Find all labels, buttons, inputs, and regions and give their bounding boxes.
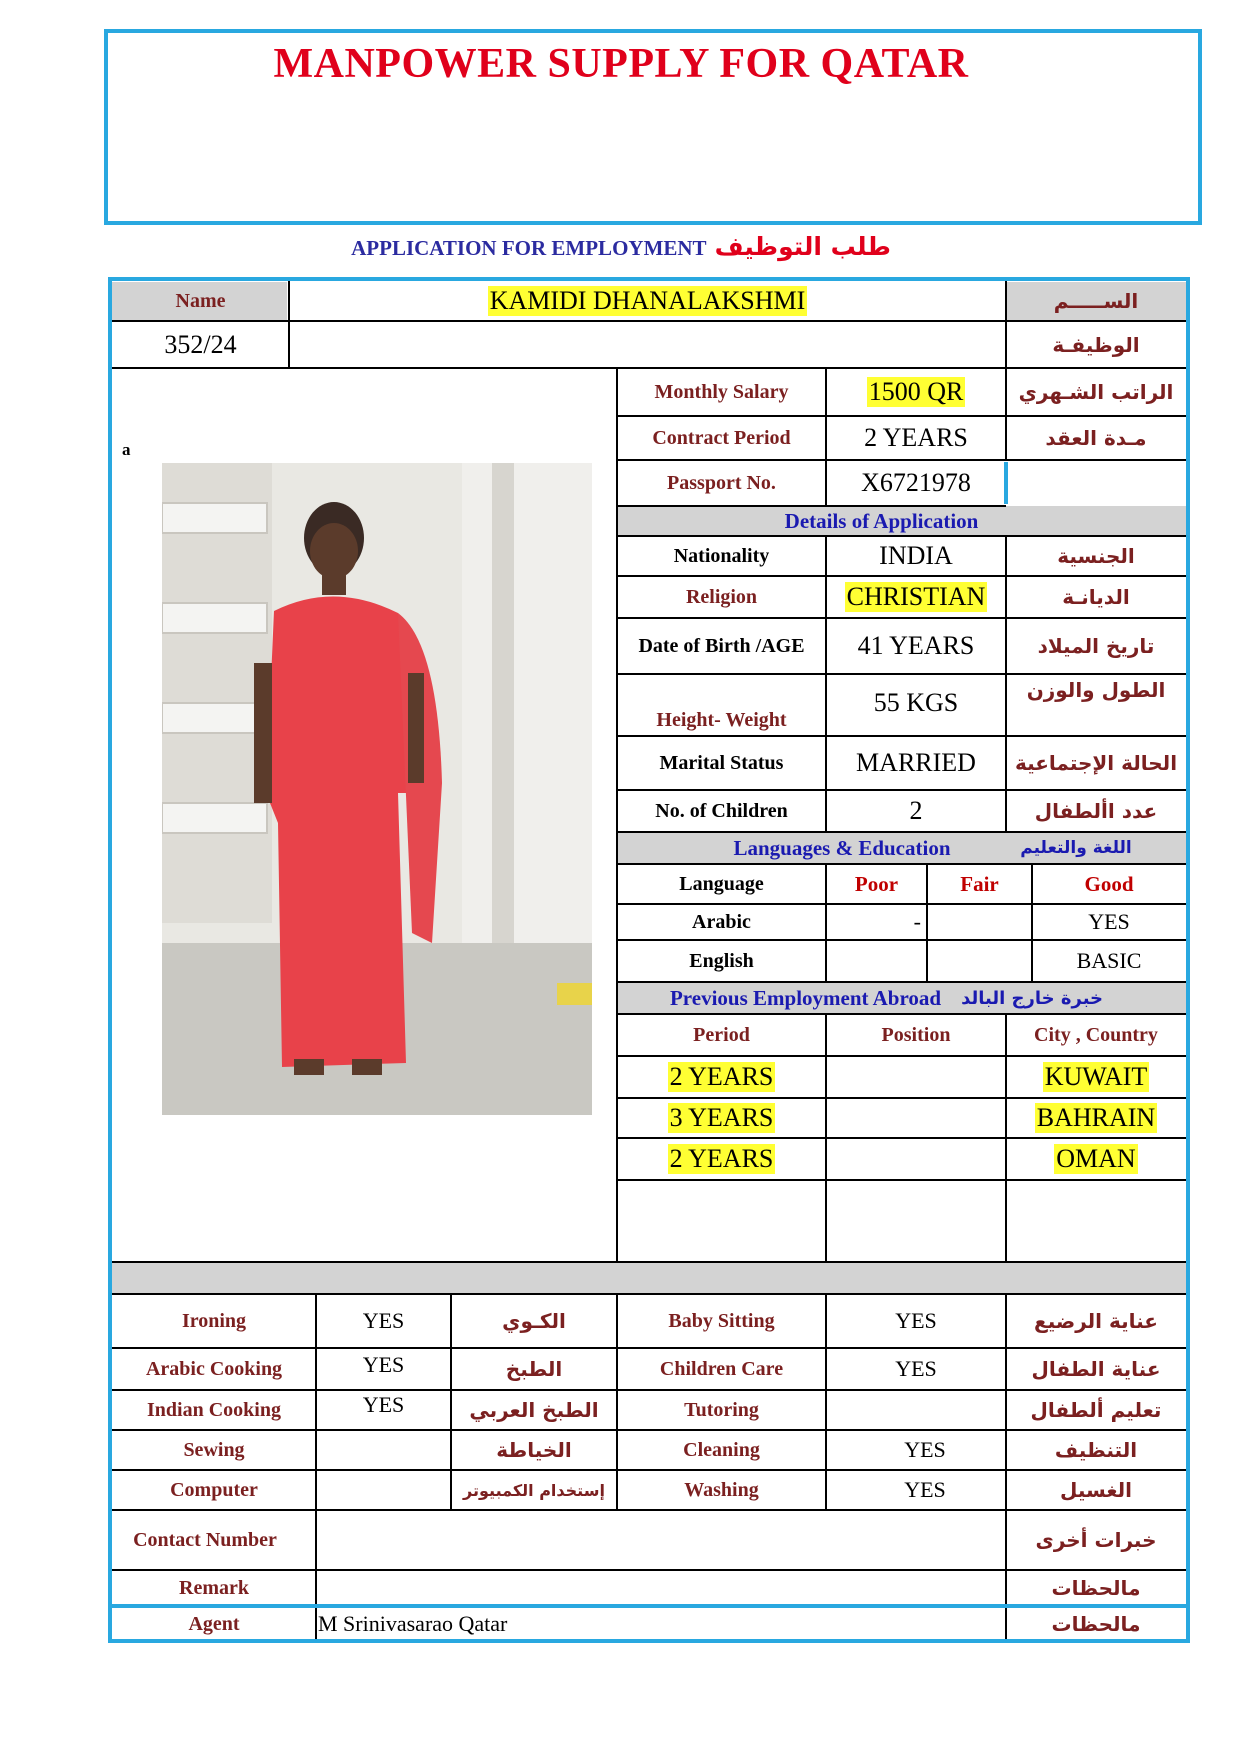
agent-label: Agent — [188, 1612, 240, 1635]
marital-label: Marital Status — [659, 751, 784, 774]
contact-ar: خبرات أخرى — [1035, 1528, 1157, 1552]
contact-value — [316, 1510, 1006, 1570]
skill-washing-label: Washing — [684, 1478, 759, 1501]
emp-row-city — [1006, 1098, 1186, 1138]
emp-row-city — [1006, 1138, 1186, 1180]
name-value: KAMIDI DHANALAKSHMI — [489, 286, 806, 315]
contract-label: Contract Period — [652, 426, 791, 449]
skill-cleaning-label: Cleaning — [683, 1438, 760, 1461]
lang-col-good: Good — [1084, 871, 1134, 896]
name-value-cell — [289, 282, 1006, 320]
emp-position-3 — [826, 1138, 1006, 1180]
skill-computer-value — [316, 1470, 451, 1510]
emp-city-1: KUWAIT — [1044, 1062, 1148, 1091]
marital-value: MARRIED — [856, 748, 976, 777]
religion-value: CHRISTIAN — [846, 582, 986, 611]
emp-row-period — [617, 1056, 826, 1098]
skill-cleaning-ar: التنظيف — [1054, 1438, 1138, 1462]
marital-ar: الحالة الإجتماعية — [1014, 751, 1178, 775]
emp-position-1 — [826, 1056, 1006, 1098]
emp-header-ar: خبرة خارج البالد — [961, 987, 1104, 1009]
dob-value: 41 YEARS — [857, 631, 975, 660]
emp-col-period: Period — [693, 1023, 750, 1046]
lang-col-fair: Fair — [960, 871, 999, 896]
emp-period-3: 2 YEARS — [669, 1144, 774, 1173]
skill-ironing-value: YES — [362, 1308, 405, 1333]
skill-indian-cooking-label: Indian Cooking — [147, 1398, 281, 1421]
lang-arabic-name: Arabic — [692, 910, 751, 933]
lang-arabic-good: YES — [1088, 909, 1130, 934]
photo-marker: a — [122, 440, 131, 459]
skill-washing-ar: الغسيل — [1059, 1478, 1133, 1502]
skill-ironing-ar: الكـوي — [502, 1309, 566, 1333]
skill-arabic-cooking-ar: الطبخ — [505, 1357, 563, 1381]
skill-babysitting-value: YES — [895, 1308, 937, 1333]
contract-value: 2 YEARS — [864, 423, 968, 452]
skill-tutoring-value — [826, 1390, 1006, 1430]
skill-arabic-cooking-value: YES — [362, 1352, 405, 1377]
height-weight-value: 55 KGS — [873, 688, 959, 717]
height-weight-label: Height- Weight — [656, 709, 787, 731]
skill-babysitting-label: Baby Sitting — [668, 1309, 775, 1332]
name-label: Name — [175, 289, 226, 312]
children-value: 2 — [909, 796, 923, 825]
emp-row-city — [1006, 1056, 1186, 1098]
emp-city-3: OMAN — [1056, 1144, 1136, 1173]
emp-period-1: 2 YEARS — [669, 1062, 774, 1091]
skill-arabic-cooking-label: Arabic Cooking — [145, 1357, 283, 1380]
skill-indian-cooking-ar: الطبخ العربي — [469, 1398, 599, 1422]
nationality-label: Nationality — [673, 544, 770, 567]
page-title: MANPOWER SUPPLY FOR QATAR — [273, 41, 969, 87]
skill-sewing-ar: الخياطة — [496, 1438, 572, 1462]
skill-cleaning-value: YES — [904, 1437, 946, 1462]
remark-label: Remark — [179, 1576, 249, 1599]
passport-value: X6721978 — [861, 468, 971, 497]
lang-english-good: BASIC — [1076, 948, 1142, 973]
religion-label: Religion — [685, 585, 758, 608]
passport-label: Passport No. — [667, 471, 776, 494]
salary-ar: الراتب الشـهري — [1018, 380, 1174, 404]
lang-col-poor: Poor — [854, 871, 899, 896]
children-ar: عدد األطفال — [1034, 799, 1158, 823]
skill-indian-cooking-value: YES — [362, 1392, 405, 1417]
emp-row-period — [617, 1138, 826, 1180]
skill-ironing-label: Ironing — [181, 1309, 247, 1332]
salary-value-cell — [826, 368, 1006, 416]
emp-period-2: 3 YEARS — [669, 1103, 774, 1132]
lang-arabic-fair — [927, 904, 1032, 940]
children-label: No. of Children — [655, 799, 788, 822]
contract-ar: مـدة العقد — [1045, 426, 1147, 450]
applicant-photo — [162, 463, 592, 1115]
name-ar: الســـــم — [1053, 289, 1139, 313]
skill-children-care-value: YES — [895, 1356, 937, 1381]
nationality-ar: الجنسية — [1057, 544, 1135, 568]
nationality-value: INDIA — [879, 541, 953, 570]
lang-english-poor — [826, 940, 927, 982]
lang-header-ar: اللغة والتعليم — [1020, 838, 1132, 858]
skill-sewing-label: Sewing — [183, 1438, 245, 1461]
skill-computer-ar: إستخدام الكمبيوتر — [463, 1480, 605, 1500]
reference-number: 352/24 — [164, 329, 237, 359]
lang-english-name: English — [689, 949, 754, 972]
emp-col-city: City , Country — [1034, 1023, 1158, 1046]
emp-header — [617, 982, 1186, 1014]
dob-label: Date of Birth /AGE — [638, 634, 805, 657]
subtitle-en: APPLICATION FOR EMPLOYMENT — [351, 236, 707, 260]
subtitle-ar: طلب التوظيف — [714, 232, 891, 261]
skill-tutoring-label: Tutoring — [684, 1398, 759, 1421]
salary-label: Monthly Salary — [654, 380, 789, 403]
skill-children-care-label: Children Care — [659, 1357, 784, 1380]
skill-children-care-ar: عناية الطفال — [1031, 1357, 1161, 1381]
lang-arabic-poor: - — [913, 909, 921, 934]
emp-row-period — [617, 1098, 826, 1138]
details-header: Details of Application — [784, 508, 979, 533]
lang-col-language: Language — [679, 872, 764, 895]
religion-value-cell — [826, 576, 1006, 618]
salary-value: 1500 QR — [868, 377, 964, 406]
skill-computer-label: Computer — [170, 1478, 258, 1501]
dob-ar: تاريخ الميلاد — [1037, 634, 1155, 658]
lang-english-fair — [927, 940, 1032, 982]
emp-position-2 — [826, 1098, 1006, 1138]
emp-header-en: Previous Employment Abroad — [669, 985, 942, 1010]
skill-tutoring-ar: تعليم ألطفال — [1030, 1398, 1162, 1422]
lang-header: Languages & Education — [733, 835, 951, 860]
height-weight-ar: الطول والوزن — [1026, 678, 1166, 702]
emp-col-position: Position — [881, 1023, 951, 1046]
skill-washing-value: YES — [904, 1477, 946, 1502]
remark-ar: مالحظات — [1051, 1576, 1141, 1600]
religion-ar: الديانـة — [1062, 585, 1130, 609]
emp-city-2: BAHRAIN — [1036, 1103, 1156, 1132]
agent-ar: مالحظات — [1051, 1612, 1141, 1636]
remark-value — [316, 1570, 1006, 1606]
skill-babysitting-ar: عناية الرضيع — [1034, 1309, 1158, 1333]
skill-sewing-value — [316, 1430, 451, 1470]
agent-value: M Srinivasarao Qatar — [318, 1611, 508, 1636]
position-ar: الوظيفـة — [1052, 332, 1140, 357]
contact-label: Contact Number — [133, 1528, 277, 1551]
